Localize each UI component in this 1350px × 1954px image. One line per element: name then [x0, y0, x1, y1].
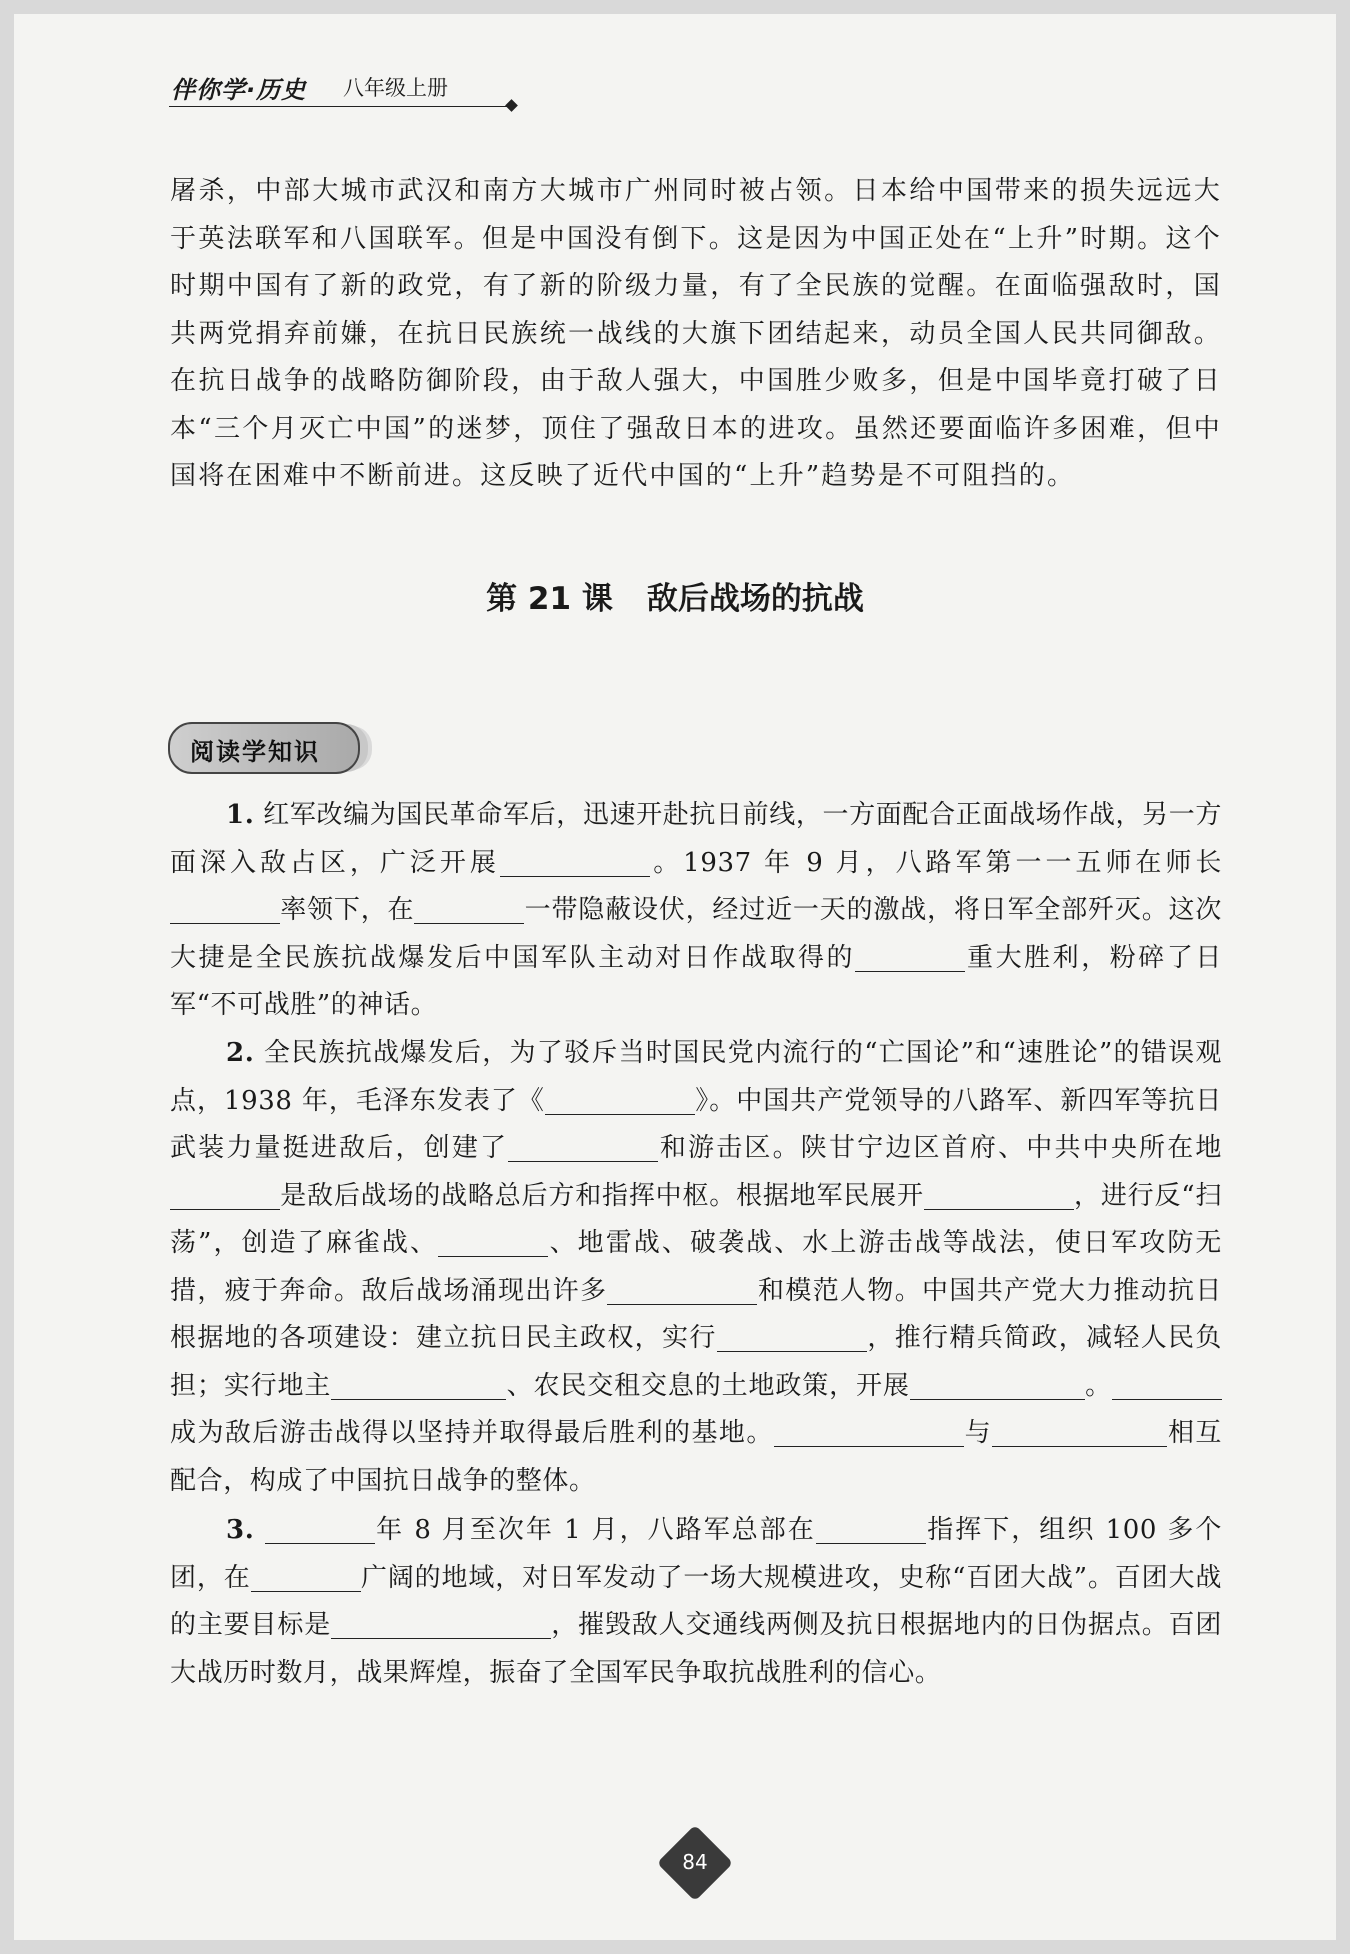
question-text: 指挥下，组织 100 多个团，在 [170, 1515, 1222, 1593]
question-text: 率领下，在 [280, 895, 415, 925]
question-text: 年 8 月至次年 1 月，八路军总部在 [374, 1515, 816, 1545]
question-text: 》。中国共产党领导的八路军、新四军等抗日武装力量挺进敌后，创建了 [170, 1085, 1222, 1163]
question-text: 和模范人物。中国共产党大力推动抗日根据地的各项建设：建立抗日民主政权，实行 [170, 1275, 1222, 1353]
lesson-number: 第 21 课 [486, 581, 613, 617]
answer-blank[interactable] [816, 1515, 926, 1544]
question-text: ，推行精兵简政，减轻人民负担；实行地主 [170, 1323, 1222, 1401]
section-label: 阅读学知识 [190, 738, 320, 766]
question-text: 全民族抗战爆发后，为了驳斥当时国民党内流行的“亡国论”和“速胜论”的错误观点，1938 年，毛泽东发表了《 [170, 1038, 1222, 1116]
answer-blank[interactable] [924, 1181, 1074, 1210]
question-number: 2. [226, 1038, 255, 1068]
answer-blank[interactable] [607, 1276, 757, 1305]
question-text: 相互配合，构成了中国抗日战争的整体。 [170, 1418, 1223, 1496]
question-text: 。1937 年 9 月，八路军第一一五师在师长 [649, 847, 1222, 878]
question-text: 和游击区。陕甘宁边区首府、中共中央所在地 [658, 1133, 1222, 1163]
question-2 [170, 1030, 1222, 1505]
question-text: 重大胜利，粉碎了日军“不可战胜”的神话。 [170, 942, 1222, 1020]
question-3 [170, 1507, 1222, 1697]
answer-blank[interactable] [855, 943, 965, 972]
book-brand: 伴你学·历史 [171, 76, 307, 104]
answer-blank[interactable] [265, 1515, 375, 1544]
lesson-title [0, 573, 1350, 618]
question-text: 成为敌后游击战得以坚持并取得最后胜利的基地。 [170, 1418, 774, 1448]
question-number: 3. [226, 1515, 255, 1545]
question-text: 。 [1084, 1370, 1112, 1401]
answer-blank[interactable] [251, 1563, 361, 1592]
question-text: 广阔的地域，对日军发动了一场大规模进攻，史称“百团大战”。百团大战的主要目标是 [170, 1562, 1222, 1640]
answer-blank[interactable] [717, 1323, 867, 1352]
diamond-icon [505, 99, 518, 112]
answer-blank[interactable] [508, 1133, 658, 1162]
answer-blank[interactable] [170, 1181, 280, 1210]
section-badge [168, 722, 360, 774]
answer-blank[interactable] [414, 895, 524, 924]
header-rule [169, 106, 511, 107]
question-text: 与 [963, 1418, 993, 1448]
question-number: 1. [226, 800, 255, 830]
answer-blank[interactable] [1112, 1371, 1222, 1400]
answer-blank[interactable] [331, 1371, 506, 1400]
page-number: 84 [682, 1850, 708, 1874]
question-1 [170, 792, 1222, 1030]
answer-blank[interactable] [331, 1610, 551, 1639]
question-text: 、地雷战、破袭战、水上游击战等战法，使日军攻防无措，疲于奔命。敌后战场涌现出许多 [170, 1228, 1222, 1306]
answer-blank[interactable] [500, 848, 650, 877]
answer-blank[interactable] [774, 1418, 964, 1447]
question-text: 、农民交租交息的土地政策，开展 [506, 1370, 910, 1401]
question-text: 红军改编为国民革命军后，迅速开赴抗日前线，一方面配合正面战场作战，另一方面深入敌占区，广泛开展 [170, 800, 1222, 878]
answer-blank[interactable] [170, 895, 280, 924]
question-text: ，进行反“扫荡”，创造了麻雀战、 [170, 1180, 1222, 1258]
answer-blank[interactable] [992, 1418, 1167, 1447]
answer-blank[interactable] [438, 1228, 548, 1257]
answer-blank[interactable] [910, 1371, 1085, 1400]
running-header [155, 70, 535, 110]
book-grade: 八年级上册 [343, 76, 448, 100]
question-text: 是敌后战场的战略总后方和指挥中枢。根据地军民展开 [280, 1180, 924, 1211]
lesson-name: 敌后战场的抗战 [646, 581, 864, 617]
question-text: ，摧毁敌人交通线两侧及抗日根据地内的日伪据点。百团大战历时数月，战果辉煌，振奋了全国军民争取抗战胜利的信心。 [170, 1610, 1222, 1688]
question-text: 一带隐蔽设伏，经过近一天的激战，将日军全部歼灭。这次大捷是全民族抗战爆发后中国军队主动对日作战取得的 [170, 895, 1222, 973]
intro-paragraph: 屠杀，中部大城市武汉和南方大城市广州同时被占领。日本给中国带来的损失远远大于英法联军和八国联军。但是中国没有倒下。这是因为中国正处在“上升”时期。这个时期中国有了新的政党，有了新的阶级力量，有了全民族的觉醒。在面临强敌时，国共两党捐弃前嫌，在抗日民族统一战线的大旗下团结起来，动员全国人民共同御敌。在抗日战争的战略防御阶段，由于敌人强大，中国胜少败多，但是中国毕竟打破了日本“三个月灭亡中国”的迷梦，顶住了强敌日本的进攻。虽然还要面临许多困难，但中国将在困难中不断前进。这反映了近代中国的“上升”趋势是不可阻挡的。 [170, 176, 1222, 491]
answer-blank[interactable] [545, 1086, 695, 1115]
